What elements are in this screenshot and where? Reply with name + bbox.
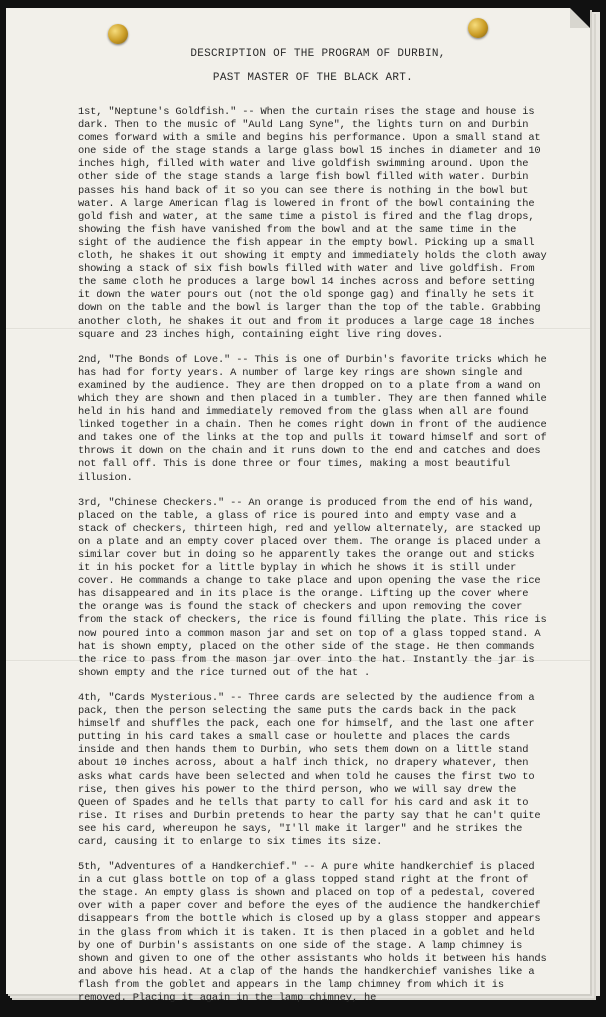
document-body xyxy=(78,106,548,1017)
document-title xyxy=(6,48,590,84)
brass-fastener-icon xyxy=(468,18,488,38)
paragraph-neptunes-goldfish: 1st, "Neptune's Goldfish." -- When the curtain rises the stage and house is dark. Then to the music of "Auld Lang Syne", the lights turn on and Durbin comes forward with a smile and begins his performance. Upon a small stand at one side of the stage stands a large glass bowl 15 inches in diameter and 10 inches high, filled with water and live goldfish swimming around. Upon the other side of the stage stands a large fish bowl filled with water. Durbin passes his hand back of it so you can see there is nothing in the bowl but water. A large American flag is lowered in front of the bowl containing the gold fish and water, at the same time a pistol is fired and the flag drops, showing the fish have vanished from the bowl and at the same time in the sight of the audience the fish appear in the empty bowl. Picking up a small cloth, he shakes it out showing it empty and immediately holds the cloth away showing a stack of six fish bowls filled with water and live goldfish. From the same cloth he produces a large bowl 14 inches across and before setting it down the water pours out (not the old sponge gag) and finally he sets it down on the table and the bowl is larger than the top of the table. Grabbing another cloth, he shakes it out and from it produces a large cage 18 inches square and 23 inches high, containing eight live ring doves. xyxy=(78,106,547,341)
title-line-2: PAST MASTER OF THE BLACK ART. xyxy=(212,72,414,84)
document-page xyxy=(6,8,590,1004)
paragraph-adventures-of-handkerchief: 5th, "Adventures of a Handkerchief." -- A pure white handkerchief is placed in a cut glass bottle on top of a glass topped stand right at the front of the stage. An empty glass is shown and placed on top of a pedestal, covered over with a paper cover and before the eyes of the audience the handkerchief disappears from the bottle which is closed up by a glass stopper and appears in the glass from which it is taken. It is then placed in a goblet and held by one of Durbin's assistants on one side of the stage. A lamp chimney is shown and given to one of the other assistants who holds it between his hands and above his head. At a clap of the hands the handkerchief vanishes like a flash from the goblet and appears in the lamp chimney from which it is removed. Placing it again in the lamp chimney, he xyxy=(78,861,547,1004)
paragraph-chinese-checkers: 3rd, "Chinese Checkers." -- An orange is produced from the end of his wand, placed on the table, a glass of rice is poured into and empty vase and a stack of checkers, thirteen high, red and yellow alternately, are stacked up on a plate and an empty cover placed over them. The orange is placed under a similar cover but in doing so he apparently takes the orange out and sticks it in his pocket for a little byplay in which he shows it is still under cover. He commands a change to take place and upon opening the vase the rice has disappeared and in its place is the orange. Lifting up the cover where the orange was is found the stack of checkers and upon removing the cover from the stack of checkers, the rice is found filling the plate. This rice is now poured into a common mason jar and set on top of a glass topped stand. A hat is shown empty, placed on the other side of the stage. He then commands the rice to pass from the mason jar over into the hat. Instantly the jar is shown empty and the rice turned out of the hat . xyxy=(78,496,547,679)
folded-corner xyxy=(570,8,590,28)
paragraph-cards-mysterious: 4th, "Cards Mysterious." -- Three cards are selected by the audience from a pack, then the person selecting the same puts the cards back in the pack himself and shuffles the pack, each one for himself, and the last one after putting in his card takes a small case or houlette and places the cards inside and then hands them to Durbin, who sets them down on a little stand about 10 inches across, about a half inch thick, no drapery whatever, then asks what cards have been selected and when told he causes the first two to rise, then gives his power to the third person, who we will say drew the Queen of Spades and he tells that party to call for his card and ask it to rise. It rises and Durbin pretends to hear the party say that he can't quite see his card, whereupon he says, "I'll make it larger" and he strikes the card, causing it to enlarge to six times its size. xyxy=(78,691,541,848)
brass-fastener-icon xyxy=(108,24,128,44)
title-line-1: DESCRIPTION OF THE PROGRAM OF DURBIN, xyxy=(190,48,446,60)
paragraph-bonds-of-love: 2nd, "The Bonds of Love." -- This is one of Durbin's favorite tricks which he has had for forty years. A number of large key rings are shown single and examined by the audience. They are then dropped on to a plate from a wand on which they are shown and then placed in a tumbler. They are then fanned while held in his hand and immediately removed from the glass when all are found linked together in a chain. Then he comes right down in front of the audience and takes one of the links at the top and pulls it toward himself and sort of throws it down on the chain and it runs down to the end and catches and does not fall off. This is done three or four times, making a most beautiful illusion. xyxy=(78,353,547,484)
